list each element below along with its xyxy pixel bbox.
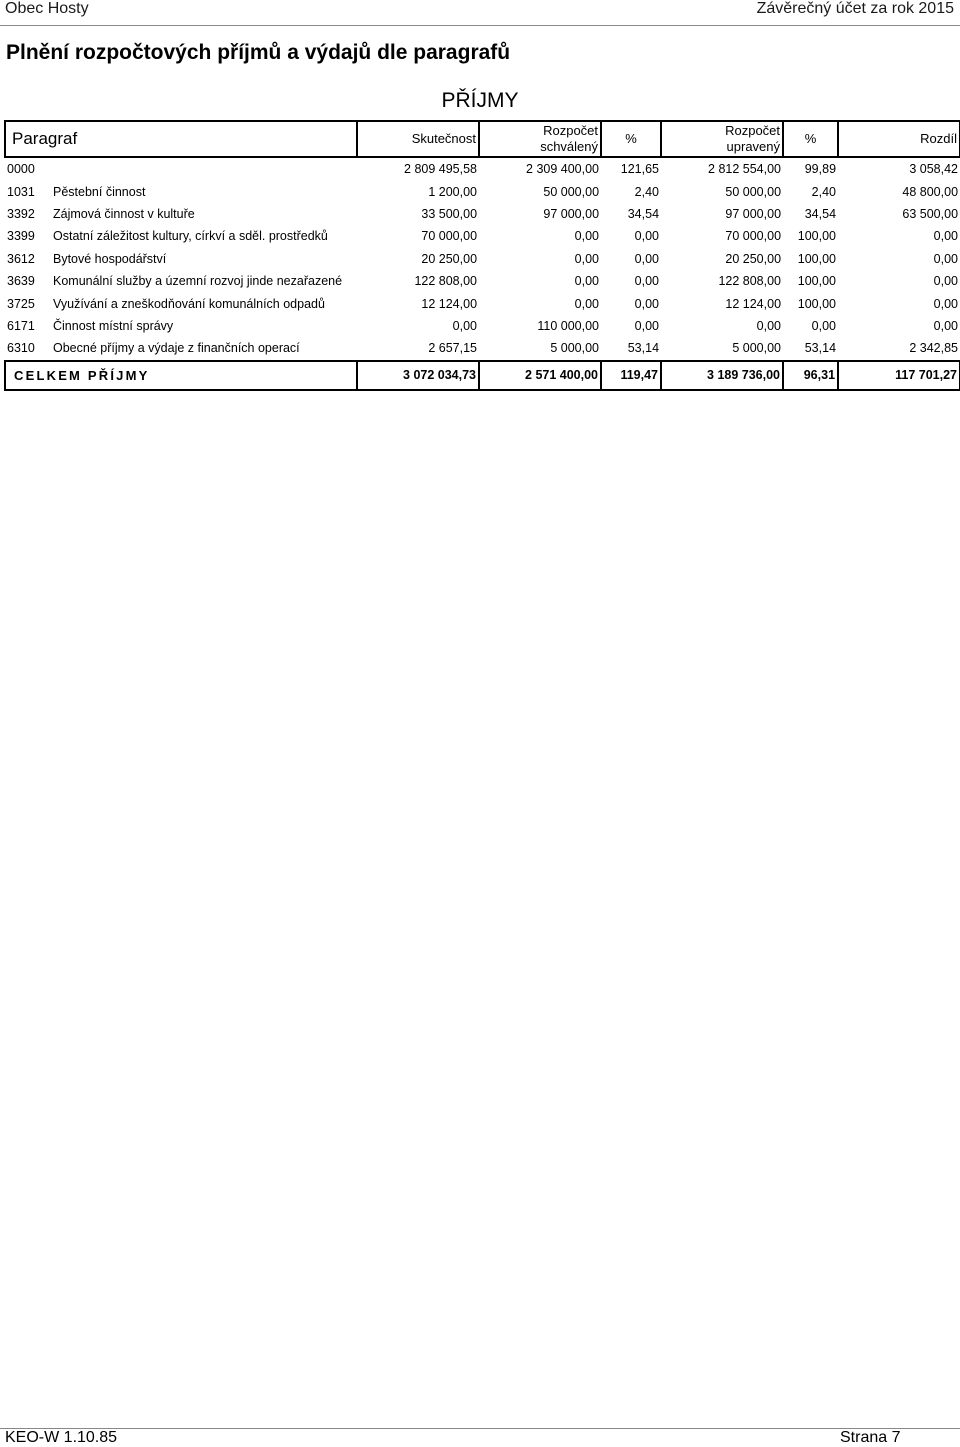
table-row [5, 157, 960, 180]
row-pct2: 100,00 [797, 274, 837, 289]
total-pct1: 119,47 [601, 361, 661, 390]
row-schvaleny: 0,00 [574, 296, 600, 311]
total-row [5, 361, 960, 390]
page-title: Plnění rozpočtových příjmů a výdajů dle paragrafů [6, 41, 511, 64]
table-row [5, 270, 960, 292]
row-name: Bytové hospodářství [53, 251, 167, 266]
column-header-upraveny [661, 121, 783, 157]
row-upraveny: 122 808,00 [718, 274, 782, 289]
row-pct2: 34,54 [804, 206, 837, 221]
page-header [0, 0, 960, 28]
row-skutecnost: 33 500,00 [421, 206, 478, 221]
row-pct2: 2,40 [811, 184, 837, 199]
column-header-rozdil: Rozdíl [838, 121, 960, 157]
row-pct2: 100,00 [797, 296, 837, 311]
row-skutecnost: 2 809 495,58 [404, 162, 478, 177]
row-pct1: 0,00 [634, 318, 660, 333]
row-pct1: 0,00 [634, 229, 660, 244]
row-code: 0000 [7, 162, 35, 177]
row-pct1: 34,54 [627, 206, 660, 221]
total-label: CELKEM PŘÍJMY [5, 361, 357, 390]
row-upraveny: 70 000,00 [725, 229, 782, 244]
row-upraveny: 50 000,00 [725, 184, 782, 199]
row-pct1: 53,14 [627, 341, 660, 356]
row-schvaleny: 0,00 [574, 274, 600, 289]
row-rozdil: 0,00 [933, 296, 959, 311]
row-skutecnost: 122 808,00 [414, 274, 478, 289]
row-upraveny: 5 000,00 [732, 341, 782, 356]
row-rozdil: 0,00 [933, 274, 959, 289]
section-title: PŘÍJMY [441, 89, 519, 112]
row-code: 3612 [7, 251, 35, 266]
row-upraveny: 2 812 554,00 [708, 162, 782, 177]
column-header-upraveny-line2: upravený [726, 139, 781, 154]
row-code: 3725 [7, 296, 35, 311]
table-row [5, 292, 960, 314]
row-skutecnost: 2 657,15 [428, 341, 478, 356]
row-code: 3639 [7, 274, 35, 289]
row-skutecnost: 20 250,00 [421, 251, 478, 266]
row-pct2: 99,89 [804, 162, 837, 177]
row-name: Zájmová činnost v kultuře [53, 206, 195, 221]
row-pct1: 0,00 [634, 251, 660, 266]
row-pct2: 53,14 [804, 341, 837, 356]
row-name: Pěstební činnost [53, 184, 146, 199]
header-divider [0, 25, 960, 26]
row-pct2: 100,00 [797, 251, 837, 266]
row-pct1: 2,40 [634, 184, 660, 199]
table-total [5, 361, 960, 390]
row-upraveny: 97 000,00 [725, 206, 782, 221]
row-pct2: 100,00 [797, 229, 837, 244]
row-code: 1031 [7, 184, 35, 199]
row-upraveny: 20 250,00 [725, 251, 782, 266]
row-rozdil: 63 500,00 [902, 206, 959, 221]
row-skutecnost: 1 200,00 [428, 184, 478, 199]
column-header-schvaleny [479, 121, 601, 157]
column-header-upraveny-line1: Rozpočet [725, 123, 781, 138]
row-name: Komunální služby a územní rozvoj jinde nezařazené [53, 274, 343, 289]
row-rozdil: 0,00 [933, 251, 959, 266]
total-skutecnost: 3 072 034,73 [357, 361, 479, 390]
organization-name: Obec Hosty [5, 0, 89, 17]
total-upraveny: 3 189 736,00 [661, 361, 783, 390]
row-name: Činnost místní správy [53, 318, 174, 333]
row-name: Využívání a zneškodňování komunálních odpadů [53, 296, 325, 311]
table-row [5, 248, 960, 270]
row-code: 3392 [7, 206, 35, 221]
row-code: 6310 [7, 341, 35, 356]
row-skutecnost: 70 000,00 [421, 229, 478, 244]
column-header-paragraf: Paragraf [5, 121, 357, 157]
row-schvaleny: 110 000,00 [537, 318, 600, 333]
total-rozdil: 117 701,27 [838, 361, 960, 390]
row-schvaleny: 50 000,00 [543, 184, 600, 199]
row-name [50, 157, 357, 180]
row-pct1: 0,00 [634, 274, 660, 289]
column-header-skutecnost: Skutečnost [357, 121, 479, 157]
column-header-schvaleny-line1: Rozpočet [543, 123, 599, 138]
total-pct2: 96,31 [783, 361, 838, 390]
row-rozdil: 3 058,42 [909, 162, 959, 177]
row-name: Ostatní záležitost kultury, církví a sděl. prostředků [53, 229, 328, 244]
column-header-pct1: % [601, 121, 661, 157]
table-body [5, 157, 960, 361]
table-header [5, 121, 960, 157]
table-row [5, 315, 960, 337]
budget-table [4, 120, 960, 391]
row-rozdil: 0,00 [933, 229, 959, 244]
row-code: 3399 [7, 229, 35, 244]
software-version: KEO-W 1.10.85 [5, 1429, 118, 1446]
row-schvaleny: 5 000,00 [550, 341, 600, 356]
table-row [5, 180, 960, 202]
column-header-schvaleny-line2: schválený [540, 139, 599, 154]
table-row [5, 225, 960, 247]
row-upraveny: 12 124,00 [725, 296, 782, 311]
row-upraveny: 0,00 [756, 318, 782, 333]
row-rozdil: 0,00 [933, 318, 959, 333]
row-rozdil: 48 800,00 [902, 184, 959, 199]
row-pct1: 0,00 [634, 296, 660, 311]
column-header-pct2: % [783, 121, 838, 157]
row-rozdil: 2 342,85 [909, 341, 959, 356]
footer-divider [0, 1428, 960, 1429]
row-skutecnost: 12 124,00 [421, 296, 478, 311]
row-code: 6171 [7, 318, 35, 333]
row-pct1: 121,65 [620, 162, 660, 177]
table-row [5, 337, 960, 360]
document-title: Závěrečný účet za rok 2015 [756, 0, 954, 17]
row-name: Obecné příjmy a výdaje z finančních operací [53, 341, 300, 356]
row-schvaleny: 0,00 [574, 229, 600, 244]
row-pct2: 0,00 [811, 318, 837, 333]
page-number: Strana 7 [840, 1429, 901, 1446]
total-schvaleny: 2 571 400,00 [479, 361, 601, 390]
table-row [5, 203, 960, 225]
row-schvaleny: 2 309 400,00 [526, 162, 600, 177]
row-schvaleny: 0,00 [574, 251, 600, 266]
row-skutecnost: 0,00 [452, 318, 478, 333]
row-schvaleny: 97 000,00 [543, 206, 600, 221]
